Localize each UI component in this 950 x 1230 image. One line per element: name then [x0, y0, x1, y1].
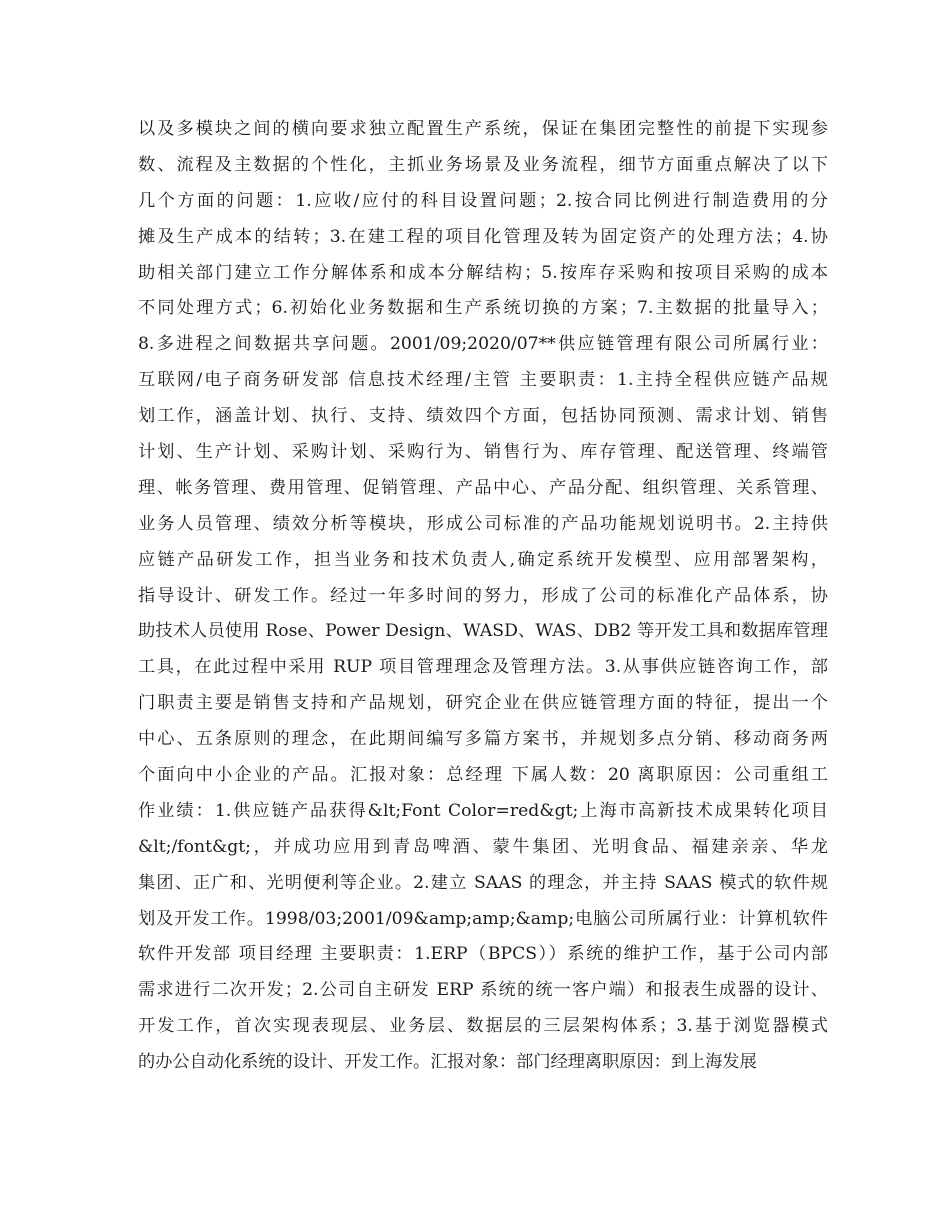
text-line: 业务人员管理、绩效分析等模块，形成公司标准的产品功能规划说明书。2.主持供	[138, 513, 828, 534]
text-line: 工具，在此过程中采用 RUP 项目管理理念及管理方法。3.从事供应链咨询工作，部	[138, 657, 828, 678]
text-line: 不同处理方式；6.初始化业务数据和生产系统切换的方案；7.主数据的批量导入；	[138, 298, 828, 319]
text-line: 几个方面的问题：1.应收/应付的科目设置问题；2.按合同比例进行制造费用的分	[138, 190, 828, 211]
text-line: &lt;/font&gt;，并成功应用到青岛啤酒、蒙牛集团、光明食品、福建亲亲、华龙	[138, 836, 828, 857]
text-line: 指导设计、研发工作。经过一年多时间的努力，形成了公司的标准化产品体系，协	[138, 585, 828, 606]
text-line: 集团、正广和、光明便利等企业。2.建立 SAAS 的理念，并主持 SAAS 模式的软件规	[138, 872, 828, 893]
text-line: 个面向中小企业的产品。汇报对象：总经理 下属人数：20 离职原因：公司重组工	[138, 765, 828, 786]
text-line: 助技术人员使用 Rose、Power Design、WASD、WAS、DB2 等开发工具和数据库管理	[138, 621, 828, 642]
text-line: 开发工作，首次实现表现层、业务层、数据层的三层架构体系；3.基于浏览器模式	[138, 1016, 828, 1037]
text-line: 互联网/电子商务研发部 信息技术经理/主管 主要职责：1.主持全程供应链产品规	[138, 370, 828, 391]
text-line: 中心、五条原则的理念，在此期间编写多篇方案书，并规划多点分销、移动商务两	[138, 729, 828, 750]
text-line: 门职责主要是销售支持和产品规划，研究企业在供应链管理方面的特征，提出一个	[138, 693, 828, 714]
text-line: 理、帐务管理、费用管理、促销管理、产品中心、产品分配、组织管理、关系管理、	[138, 477, 828, 498]
text-line: 计划、生产计划、采购计划、采购行为、销售行为、库存管理、配送管理、终端管	[138, 442, 828, 463]
text-line: 划及开发工作。1998/03;2001/09&amp;amp;&amp;电脑公司所属行业：计算机软件	[138, 908, 828, 929]
text-line: 作业绩：1.供应链产品获得&lt;Font Color=red&gt;上海市高新技术成果转化项目	[138, 800, 828, 821]
text-line: 8.多进程之间数据共享问题。2001/09;2020/07**供应链管理有限公司所属行业：	[138, 334, 828, 355]
body-text	[138, 112, 828, 1081]
text-line: 划工作，涵盖计划、执行、支持、绩效四个方面，包括协同预测、需求计划、销售	[138, 406, 828, 427]
text-line: 助相关部门建立工作分解体系和成本分解结构；5.按库存采购和按项目采购的成本	[138, 262, 828, 283]
text-line: 软件开发部 项目经理 主要职责：1.ERP（BPCS））系统的维护工作，基于公司内部	[138, 944, 828, 965]
text-line: 需求进行二次开发；2.公司自主研发 ERP 系统的统一客户端）和报表生成器的设计、	[138, 980, 828, 1001]
text-line: 以及多模块之间的横向要求独立配置生产系统，保证在集团完整性的前提下实现参	[138, 119, 828, 139]
text-line: 数、流程及主数据的个性化，主抓业务场景及业务流程，细节方面重点解决了以下	[138, 154, 828, 175]
text-line: 的办公自动化系统的设计、开发工作。汇报对象：部门经理离职原因：到上海发展	[138, 1052, 757, 1073]
text-line: 应链产品研发工作，担当业务和技术负责人,确定系统开发模型、应用部署架构，	[138, 549, 828, 570]
text-line: 摊及生产成本的结转；3.在建工程的项目化管理及转为固定资产的处理方法；4.协	[138, 226, 828, 247]
